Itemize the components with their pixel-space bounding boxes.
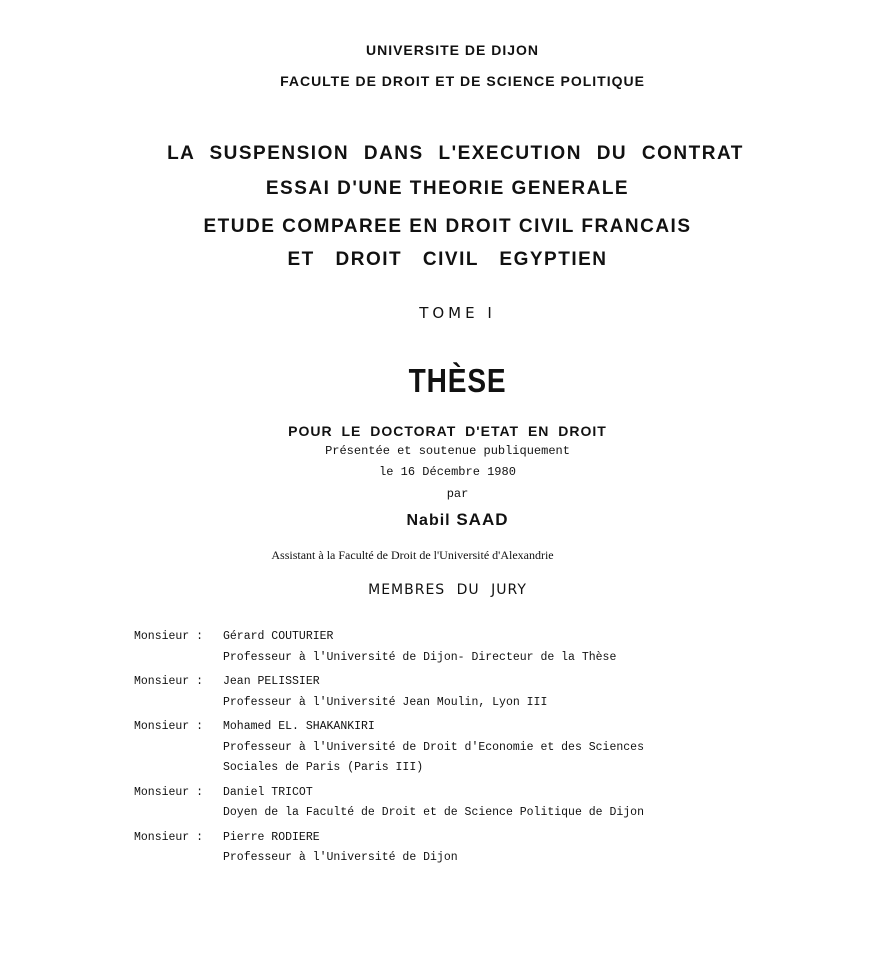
by-word: par [446,487,469,501]
jury-member-label: Monsieur : [134,830,204,844]
jury-member [134,627,644,668]
jury-member-label: Monsieur : [134,630,204,643]
jury-member-position: Sociales de Paris (Paris III) [223,761,424,774]
jury-member-label: Monsieur : [134,785,204,799]
jury-heading: MEMBRES DU JURY [368,582,527,598]
author-name [0,510,895,530]
university-name: UNIVERSITE DE DIJON [365,42,540,58]
jury-members-list [134,627,644,873]
defense-date: le 16 Décembre 1980 [379,465,516,479]
jury-member [134,672,644,713]
author-last-name: SAAD [456,510,509,529]
jury-member-label: Monsieur : [134,675,204,688]
degree-line: POUR LE DOCTORAT D'ETAT EN DROIT [288,423,607,439]
title-line-2: ESSAI D'UNE THEORIE GENERALE [265,178,630,199]
author-title: Assistant à la Faculté de Droit de l'Université d'Alexandrie [271,548,554,562]
volume-label: TOME I [419,304,496,322]
jury-member-position: Professeur à l'Université de Droit d'Economie et des Sciences [223,740,644,754]
jury-member-position: Doyen de la Faculté de Droit et de Science Politique de Dijon [223,806,644,819]
jury-member-name: Jean PELISSIER [223,675,320,688]
jury-member [134,717,644,779]
jury-member-position: Professeur à l'Université de Dijon- Directeur de la Thèse [223,650,617,664]
jury-member-name: Gérard COUTURIER [223,630,334,643]
jury-member-name: Mohamed EL. SHAKANKIRI [223,720,375,733]
title-line-3: ETUDE COMPAREE EN DROIT CIVIL FRANCAIS [203,216,692,237]
jury-member-position: Professeur à l'Université de Dijon [223,851,458,864]
title-line-1: LA SUSPENSION DANS L'EXECUTION DU CONTRAT [167,143,744,164]
jury-member [134,783,644,824]
presentation-line: Présentée et soutenue publiquement [325,444,570,458]
jury-member-position: Professeur à l'Université Jean Moulin, Lyon III [223,695,548,709]
title-line-4: ET DROIT CIVIL EGYPTIEN [287,249,608,270]
jury-member-label: Monsieur : [134,720,204,733]
author-first-name: Nabil [406,512,451,529]
thesis-heading: THÈSE [408,362,507,399]
faculty-name: FACULTE DE DROIT ET DE SCIENCE POLITIQUE [280,73,645,89]
jury-member-name: Daniel TRICOT [223,785,313,799]
jury-member-name: Pierre RODIERE [223,830,320,844]
jury-member [134,828,644,869]
